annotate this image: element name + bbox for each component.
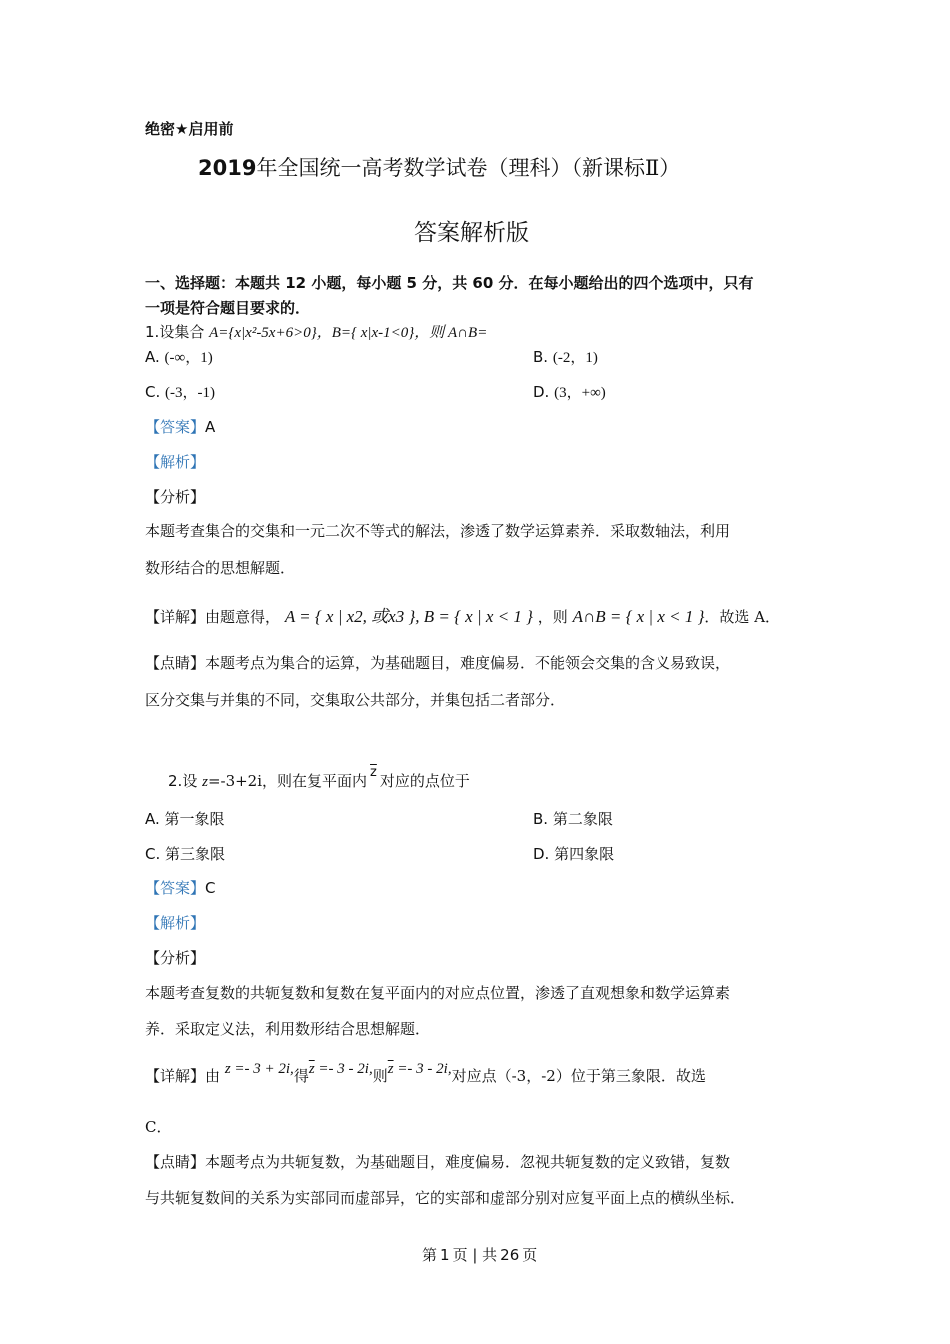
xiangjie-suffix: 对应点（-3，-2）位于第三象限．故选 (451, 1067, 706, 1085)
q2-option-c (145, 843, 225, 864)
page-total: 26 (500, 1246, 520, 1264)
q2-dianjing-line1 (145, 1151, 730, 1172)
option-text: (-3，-1) (165, 385, 216, 401)
math-set-b: , B = { x | x < 1 } (415, 607, 533, 626)
q2-fenxi-line2: 养．采取定义法，利用数形结合思想解题． (145, 1020, 431, 1038)
q1-fenxi-line2: 数形结合的思想解题． (145, 559, 296, 577)
footer-text: 第 (422, 1246, 438, 1264)
q2-option-a (145, 808, 225, 829)
math-eq3: =- 3 - 2i, (393, 1061, 452, 1077)
xiangjie-suffix: ．故选 A． (704, 608, 781, 626)
xiangjie-label: 【详解】 (145, 1067, 206, 1085)
dianjing-text: 本题考点为集合的运算，为基础题目，难度偏易．不能领会交集的含义易致误， (205, 654, 731, 672)
q2-option-b (533, 808, 613, 829)
q2-stem-suffix: 对应的点位于 (379, 772, 470, 790)
confidential-label: 绝密★启用前 (145, 120, 234, 138)
q1-jiexi-label: 【解析】 (145, 453, 206, 471)
xiangjie-label: 【详解】 (145, 608, 206, 626)
q2-option-d (533, 843, 614, 864)
q1-stem-prefix: 设集合 (159, 323, 210, 341)
q2-fenxi-label: 【分析】 (145, 949, 206, 967)
section-heading-line1: 一、选择题：本题共 12 小题，每小题 5 分，共 60 分．在每小题给出的四个选项中，只有 (145, 274, 754, 292)
q1-xiangjie (145, 602, 780, 627)
xiangjie-de: 得 (293, 1067, 309, 1085)
q2-dianjing-line2: 与共轭复数间的关系为实部同而虚部异，它的实部和虚部分别对应复平面上点的横纵坐标． (145, 1189, 746, 1207)
q1-fenxi-label: 【分析】 (145, 488, 206, 506)
q2-stem (168, 765, 470, 791)
q2-number: 2. (168, 772, 183, 790)
option-letter: B. (533, 810, 549, 828)
option-text: 第四象限 (554, 845, 615, 863)
page-footer (422, 1244, 537, 1265)
option-text: (-∞，1) (164, 350, 213, 366)
q2-stem-prefix: 设 (182, 772, 203, 790)
option-text: 第一象限 (164, 810, 225, 828)
q1-answer (145, 416, 215, 437)
answer-value: C (205, 879, 216, 897)
math-eq1: z =- 3 + 2i, (224, 1061, 294, 1077)
dianjing-label: 【点睛】 (145, 1153, 206, 1171)
q1-dianjing-line2: 区分交集与并集的不同，交集取公共部分，并集包括二者部分． (145, 691, 566, 709)
q1-number: 1. (145, 323, 160, 341)
answer-label: 【答案】 (145, 879, 206, 897)
option-letter: C. (145, 845, 161, 863)
q1-option-b (533, 346, 598, 367)
answer-value: A (205, 418, 216, 436)
q2-fenxi-line1: 本题考查复数的共轭复数和复数在复平面内的对应点位置，渗透了直观想象和数学运算素 (145, 984, 731, 1002)
dianjing-label: 【点睛】 (145, 654, 206, 672)
dianjing-text: 本题考点为共轭复数，为基础题目，难度偏易．忽视共轭复数的定义致错，复数 (205, 1153, 731, 1171)
option-letter: A. (145, 348, 160, 366)
page-title (198, 152, 680, 182)
math-eq2: =- 3 - 2i, (314, 1061, 373, 1077)
q1-option-d (533, 381, 606, 402)
q2-jiexi-label: 【解析】 (145, 914, 206, 932)
footer-text: 页 | 共 (452, 1246, 498, 1264)
q1-fenxi-line1: 本题考查集合的交集和一元二次不等式的解法，渗透了数学运算素养．采取数轴法，利用 (145, 522, 731, 540)
xiangjie-ze: 则 (372, 1067, 388, 1085)
option-text: (3，+∞) (554, 385, 606, 401)
page-subtitle: 答案解析版 (414, 220, 529, 246)
math-intersection: A∩B = { x | x < 1 } (572, 607, 705, 626)
option-letter: A. (145, 810, 160, 828)
title-year: 2019 (198, 156, 257, 180)
title-text: 年全国统一高考数学试卷（理科）（新课标Ⅱ） (256, 156, 681, 180)
q1-option-c (145, 381, 215, 402)
q2-xiangjie (145, 1061, 706, 1086)
footer-text: 页 (522, 1246, 538, 1264)
option-letter: C. (145, 383, 161, 401)
answer-label: 【答案】 (145, 418, 206, 436)
q2-stem-mid: =-3+2i，则在复平面内 (207, 772, 368, 790)
math-z-conjugate: $\overline{z}$ (387, 1061, 394, 1077)
xiangjie-mid: ，则 (537, 608, 568, 626)
xiangjie-you: 由 (205, 1067, 221, 1085)
option-letter: D. (533, 383, 550, 401)
option-text: (-2，1) (552, 350, 598, 366)
section-heading-line2: 一项是符合题目要求的． (145, 299, 311, 317)
q1-stem-math: A={x|x²-5x+6>0}，B={ x|x-1<0}，则 A∩B= (209, 325, 488, 341)
q1-dianjing-line1 (145, 652, 730, 673)
math-set-a: A = { x | x2, 或x3 } (284, 607, 416, 626)
q1-option-a (145, 346, 213, 367)
math-z: z (202, 774, 208, 790)
q2-xiangjie-line2: C． (145, 1118, 172, 1136)
math-z-conjugate: $\overline{z}$ (308, 1061, 315, 1077)
option-text: 第三象限 (165, 845, 226, 863)
option-letter: D. (533, 845, 550, 863)
math-z-conjugate: $\overline{z}$ (370, 765, 377, 780)
xiangjie-prefix: 由题意得， (205, 608, 281, 626)
option-text: 第二象限 (552, 810, 613, 828)
q2-answer (145, 877, 216, 898)
page-number: 1 (440, 1246, 450, 1264)
option-letter: B. (533, 348, 549, 366)
q1-stem (145, 321, 487, 342)
